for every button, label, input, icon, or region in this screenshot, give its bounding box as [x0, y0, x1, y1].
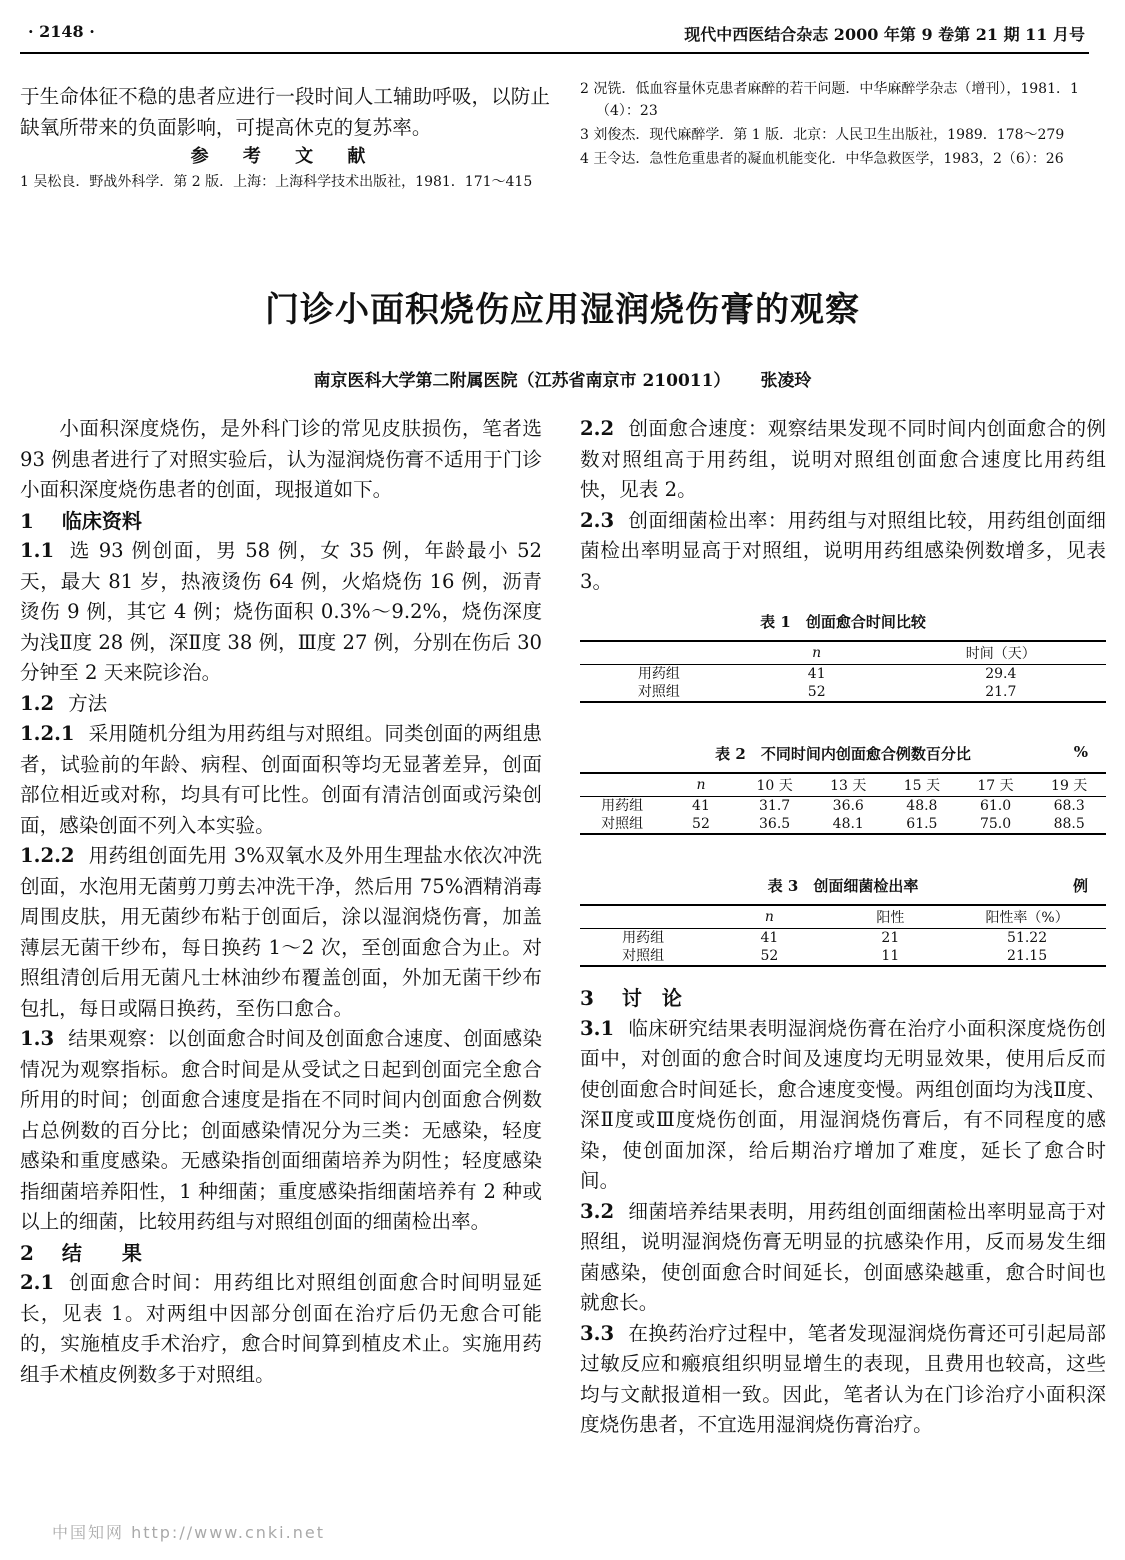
table-2-caption: 表 2 不同时间内创面愈合例数百分比 % [715, 743, 1088, 763]
table-row: 对照组 52 21.7 [580, 683, 1106, 702]
paragraph-1-2-1: 1.2.1 采用随机分组为用药组与对照组。同类创面的两组患者，试验前的年龄、病程、创面面积等均无显著差异，创面部位相近或对称，均具有可比性。创面有清洁创面或污染创面，感染创面不列入本实验。 [20, 722, 542, 837]
table-row: 用药组 41 21 51.22 [622, 930, 1048, 946]
reference-item: 1 吴松良．野战外科学．第 2 版．上海：上海科学技术出版社，1981．171～415 [20, 174, 533, 190]
paragraph-1-1: 1.1 选 93 例创面，男 58 例，女 35 例，年龄最小 52 天，最大 81 岁，热液烫伤 64 例，火焰烧伤 16 例，沥青烫伤 9 例，其它 4 例；烧伤面积 0.3%～9.2%，烧伤深度为浅Ⅱ度 28 例，深Ⅱ度 38 例，Ⅲ度 27 例，分别在伤后 30 分钟至 2 天来院诊治。 [20, 539, 542, 684]
paragraph-1-3: 1.3 结果观察：以创面愈合时间及创面愈合速度、创面感染情况为观察指标。愈合时间是从受试之日起到创面完全愈合所用的时间；创面愈合速度是指在不同时间内创面愈合例数占总例数的百分比；创面感染情况分为三类：无感染，轻度感染和重度感染。无感染指创面细菌培养为阴性；轻度感染指细菌培养阳性，1 种细菌；重度感染指细菌培养有 2 种或以上的细菌，比较用药组与对照组创面的细菌检出率。 [20, 1027, 542, 1233]
paragraph-2-2: 2.2 创面愈合速度：观察结果发现不同时间内创面愈合的例数对照组高于用药组，说明对照组创面愈合速度比用药组快，见表 2。 [580, 417, 1106, 501]
section-heading: 2 结 果 [20, 1240, 142, 1265]
watermark: 中国知网 http://www.cnki.net [52, 1523, 325, 1542]
journal-name: 现代中西医结合杂志 2000 年第 9 卷第 21 期 11 月号 [684, 25, 1085, 44]
table-1-caption: 表 1 创面愈合时间比较 [760, 613, 926, 631]
table-3-caption: 表 3 创面细菌检出率 例 [767, 877, 1088, 895]
reference-item: 4 王令达．急性危重患者的凝血机能变化．中华急救医学，1983，2（6）：26 [580, 151, 1064, 167]
previous-article-end [20, 82, 550, 195]
closing-paragraph: 于生命体征不稳的患者应进行一段时间人工辅助呼吸，以防止缺氧所带来的负面影响，可提高休克的复苏率。 [20, 85, 550, 139]
references-heading: 参 考 文 献 [190, 146, 380, 167]
intro-paragraph: 小面积深度烧伤，是外科门诊的常见皮肤损伤，笔者选 93 例患者进行了对照实验后，认为湿润烧伤膏不适用于门诊小面积深度烧伤患者的创面，现报道如下。 [20, 417, 542, 501]
article-byline [0, 366, 1125, 391]
table-2: n 10 天 13 天 15 天 17 天 19 天 用药组 41 31.7 36.6 48.8 61.0 68.3 对照组 52 36.5 48.1 61.5 75.0 88.5 [580, 772, 1106, 835]
paragraph-2-3: 2.3 创面细菌检出率：用药组与对照组比较，用药组创面细菌检出率明显高于对照组，说明用药组感染例数增多，见表 3。 [580, 508, 1106, 593]
table-row: 对照组 52 11 21.15 [580, 947, 1106, 966]
paragraph-3-3: 3.3 在换药治疗过程中，笔者发现湿润烧伤膏还可引起局部过敏反应和瘢痕组织明显增生的表现，且费用也较高，这些均与文献报道相一致。因此，笔者认为在门诊治疗小面积深度烧伤患者，不宜选用湿润烧伤膏治疗。 [580, 1321, 1106, 1436]
section-heading: 3 讨 论 [580, 986, 682, 1010]
affiliation: 南京医科大学第二附属医院（江苏省南京市 210011） [313, 371, 731, 391]
paragraph-1-2-2: 1.2.2 用药组创面先用 3%双氧水及外用生理盐水依次冲洗创面，水泡用无菌剪刀剪去冲洗干净，然后用 75%酒精消毒周围皮肤，用无菌纱布粘于创面后，涂以湿润烧伤膏，加盖薄层无菌干纱布，每日换药 1～2 次，至创面愈合为止。对照组清创后用无菌凡士林油纱布覆盖创面，外加无菌干纱布包扎，每日或隔日换药，至伤口愈合。 [20, 844, 542, 1020]
reference-item: 3 刘俊杰．现代麻醉学．第 1 版．北京：人民卫生出版社，1989．178～279 [580, 127, 1065, 143]
subsection-heading: 1.2 方法 [20, 691, 108, 715]
table-row: 用药组 41 31.7 36.6 48.8 61.0 68.3 [601, 798, 1085, 814]
paragraph-2-1: 2.1 创面愈合时间：用药组比对照组创面愈合时间明显延长，见表 1。对两组中因部分创面在治疗后仍无愈合可能的，实施植皮手术治疗，愈合时间算到植皮术止。实施用药组手术植皮例数多于对照组。 [20, 1271, 542, 1386]
previous-article-references [580, 78, 1100, 172]
running-header [28, 22, 1085, 48]
table-3: n 阳性 阳性率（%） 用药组 41 21 51.22 对照组 52 11 21.15 [580, 904, 1106, 967]
page-number: · 2148 · [28, 22, 95, 41]
table-row: 对照组 52 36.5 48.1 61.5 75.0 88.5 [580, 815, 1106, 834]
table-1: n 时间（天） 用药组 41 29.4 对照组 52 21.7 [580, 640, 1106, 703]
right-column [580, 414, 1106, 1441]
paragraph-3-2: 3.2 细菌培养结果表明，用药组创面细菌检出率明显高于对照组，说明湿润烧伤膏无明显的抗感染作用，反而易发生细菌感染，使创面愈合时间延长，创面感染越重，愈合时间也就愈长。 [580, 1199, 1106, 1314]
header-rule [20, 52, 1089, 54]
reference-item: 2 况铣．低血容量休克患者麻醉的若干问题．中华麻醉学杂志（增刊），1981．1（4）：23 [580, 81, 1079, 119]
paragraph-3-1: 3.1 临床研究结果表明湿润烧伤膏在治疗小面积深度烧伤创面中，对创面的愈合时间及速度均无明显效果，使用后反而使创面愈合时间延长，愈合速度变慢。两组创面均为浅Ⅱ度、深Ⅱ度或Ⅲ度烧伤创面，用湿润烧伤膏后，有不同程度的感染，使创面加深，给后期治疗增加了难度，延长了愈合时间。 [580, 1016, 1106, 1192]
table-row: 用药组 41 29.4 [637, 666, 1017, 682]
article-title: 门诊小面积烧伤应用湿润烧伤膏的观察 [265, 290, 860, 330]
section-heading: 1 临床资料 [20, 508, 142, 533]
author: 张凌玲 [760, 371, 812, 391]
left-column [20, 414, 542, 1390]
